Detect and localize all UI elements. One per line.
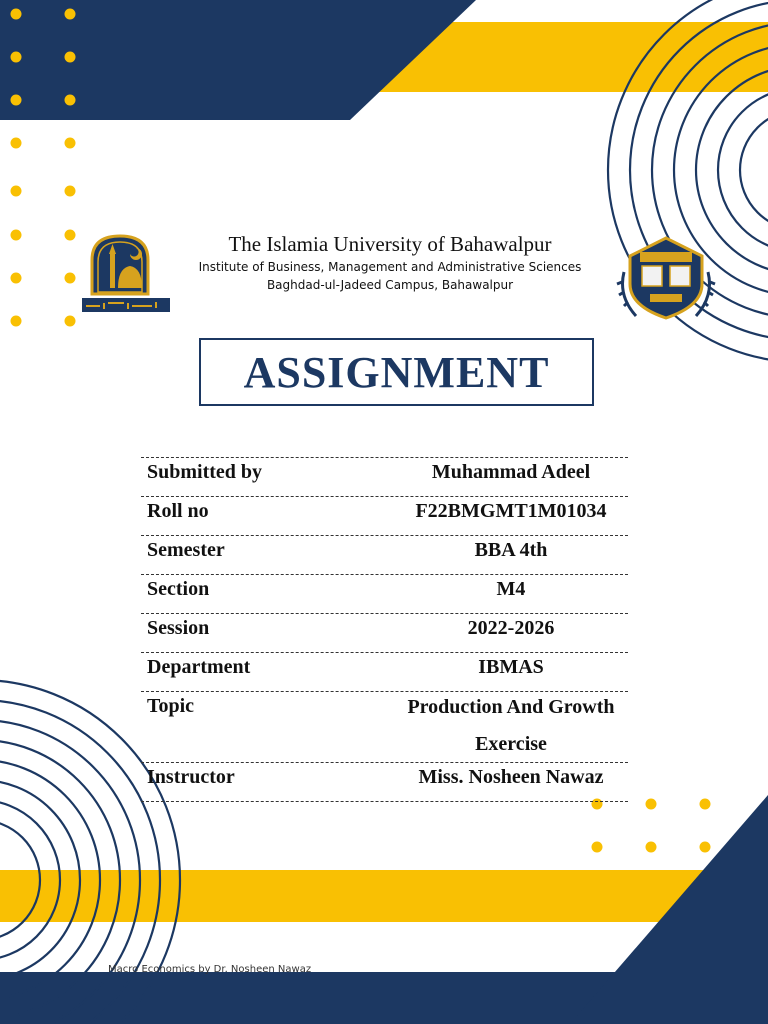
table-bottom-rule (141, 801, 628, 802)
decorative-dot (65, 9, 76, 20)
decorative-dot (11, 9, 22, 20)
detail-label: Session (147, 617, 210, 639)
decorative-dot (646, 799, 657, 810)
decorative-dot (11, 95, 22, 106)
decorative-dot (700, 799, 711, 810)
detail-label: Instructor (147, 766, 235, 788)
detail-value: IBMAS (478, 656, 544, 678)
campus-name: Baghdad-ul-Jadeed Campus, Bahawalpur (266, 278, 514, 292)
detail-value: Miss. Nosheen Nawaz (418, 766, 604, 788)
detail-row-instructor (141, 762, 628, 801)
decorative-dot (700, 842, 711, 853)
detail-value: BBA 4th (474, 539, 548, 561)
details-table (141, 457, 628, 802)
ibmas-crest-logo (616, 232, 716, 326)
decorative-dot (65, 95, 76, 106)
decorative-dot (646, 842, 657, 853)
decorative-dot (65, 138, 76, 149)
iub-logo (80, 232, 172, 316)
detail-row-submitted-by (141, 457, 628, 496)
detail-row-section (141, 574, 628, 613)
detail-label: Section (147, 578, 210, 600)
detail-row-session (141, 613, 628, 652)
decorative-dot (11, 52, 22, 63)
detail-label: Topic (147, 695, 195, 717)
detail-value: M4 (496, 578, 526, 600)
assignment-heading: ASSIGNMENT (243, 347, 550, 397)
detail-row-topic (141, 691, 628, 762)
footer-course-text: Macro Economics by Dr. Nosheen Nawaz (108, 964, 312, 975)
detail-row-roll-no (141, 496, 628, 535)
decorative-dot (11, 138, 22, 149)
detail-label: Roll no (147, 500, 209, 522)
detail-row-department (141, 652, 628, 691)
detail-value: Muhammad Adeel (431, 461, 591, 483)
detail-row-semester (141, 535, 628, 574)
detail-label: Submitted by (147, 461, 263, 483)
assignment-heading-box (199, 338, 594, 406)
decorative-dot (65, 186, 76, 197)
detail-label: Department (147, 656, 251, 678)
university-header (0, 228, 768, 328)
institute-name: Institute of Business, Management and Administrative Sciences (198, 260, 582, 274)
university-name: The Islamia University of Bahawalpur (228, 232, 552, 256)
decorative-dot (11, 186, 22, 197)
detail-value: F22BMGMT1M01034 (415, 500, 607, 522)
bottom-right-dot-grid (592, 799, 711, 853)
detail-label: Semester (147, 539, 225, 561)
decorative-dot (65, 52, 76, 63)
decorative-dot (592, 842, 603, 853)
detail-value: Production And Growth Exercise (407, 696, 615, 755)
detail-value: 2022-2026 (467, 617, 555, 639)
